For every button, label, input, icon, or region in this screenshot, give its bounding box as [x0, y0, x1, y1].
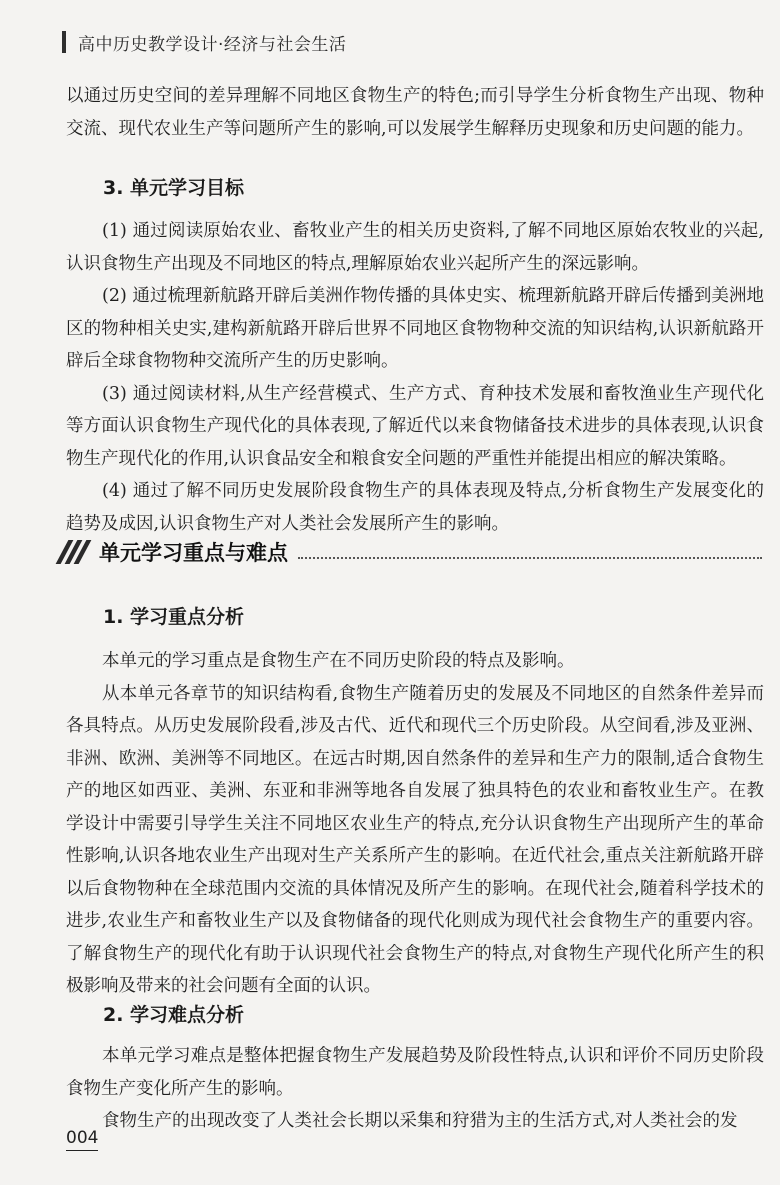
- difficulties-body: [66, 1040, 764, 1138]
- running-title: 高中历史教学设计·经济与社会生活: [78, 34, 347, 55]
- difficulties-heading: 2. 学习难点分析: [103, 1004, 245, 1026]
- goal-item-1: (1) 通过阅读原始农业、畜牧业产生的相关历史资料,了解不同地区原始农牧业的兴起,认识食物生产出现及不同地区的特点,理解原始农业兴起所产生的深远影响。: [66, 221, 764, 274]
- intro-paragraph: 以通过历史空间的差异理解不同地区食物生产的特色;而引导学生分析食物生产出现、物种交流、现代农业生产等问题所产生的影响,可以发展学生解释历史现象和历史问题的能力。: [66, 86, 764, 139]
- running-header: [62, 28, 346, 56]
- difficulties-paragraph-2: 食物生产的出现改变了人类社会长期以采集和狩猎为主的生活方式,对人类社会的发: [102, 1111, 738, 1131]
- header-bar: [62, 31, 66, 53]
- key-points-body: [66, 645, 764, 1003]
- key-points-heading: 1. 学习重点分析: [103, 606, 245, 628]
- difficulties-paragraph-1: 本单元学习难点是整体把握食物生产发展趋势及阶段性特点,认识和评价不同历史阶段食物生产变化所产生的影响。: [66, 1046, 764, 1099]
- section-heading: [62, 534, 762, 570]
- goal-item-4: (4) 通过了解不同历史发展阶段食物生产的具体表现及特点,分析食物生产发展变化的趋势及成因,认识食物生产对人类社会发展所产生的影响。: [66, 481, 764, 534]
- dotted-rule: [298, 557, 762, 559]
- page-number: 004: [66, 1128, 98, 1151]
- key-points-paragraph-2: 从本单元各章节的知识结构看,食物生产随着历史的发展及不同地区的自然条件差异而各具特点。从历史发展阶段看,涉及古代、近代和现代三个历史阶段。从空间看,涉及亚洲、非洲、欧洲、美洲等不同地区。在远古时期,因自然条件的差异和生产力的限制,适合食物生产的地区如西亚、美洲、东亚和非洲等地各自发展了独具特色的农业和畜牧业生产。在教学设计中需要引导学生关注不同地区农业生产的特点,充分认识食物生产出现所产生的革命性影响,认识各地农业生产出现对生产关系所产生的影响。在近代社会,重点关注新航路开辟以后食物物种在全球范围内交流的具体情况及所产生的影响。在现代社会,随着科学技术的进步,农业生产和畜牧业生产以及食物储备的现代化则成为现代社会食物生产的重要内容。了解食物生产的现代化有助于认识现代社会食物生产的特点,对食物生产现代化所产生的积极影响及带来的社会问题有全面的认识。: [66, 683, 764, 996]
- goal-item-3: (3) 通过阅读材料,从生产经营模式、生产方式、育种技术发展和畜牧渔业生产现代化等方面认识食物生产现代化的具体表现,了解近代以来食物储备技术进步的具体表现,认识食物生产现代化的作用,认识食品安全和粮食安全问题的严重性并能提出相应的解决策略。: [66, 383, 764, 469]
- goal-item-2: (2) 通过梳理新航路开辟后美洲作物传播的具体史实、梳理新航路开辟后传播到美洲地区的物种相关史实,建构新航路开辟后世界不同地区食物物种交流的知识结构,认识新航路开辟后全球食物物种交流所产生的历史影响。: [66, 286, 764, 371]
- key-points-paragraph-1: 本单元的学习重点是食物生产在不同历史阶段的特点及影响。: [102, 651, 575, 671]
- intro-block: [66, 80, 764, 145]
- goals-list: [66, 215, 764, 540]
- section-title: 单元学习重点与难点: [99, 541, 288, 565]
- goals-heading: 3. 单元学习目标: [103, 177, 245, 199]
- slash-ornament-icon: [62, 540, 89, 564]
